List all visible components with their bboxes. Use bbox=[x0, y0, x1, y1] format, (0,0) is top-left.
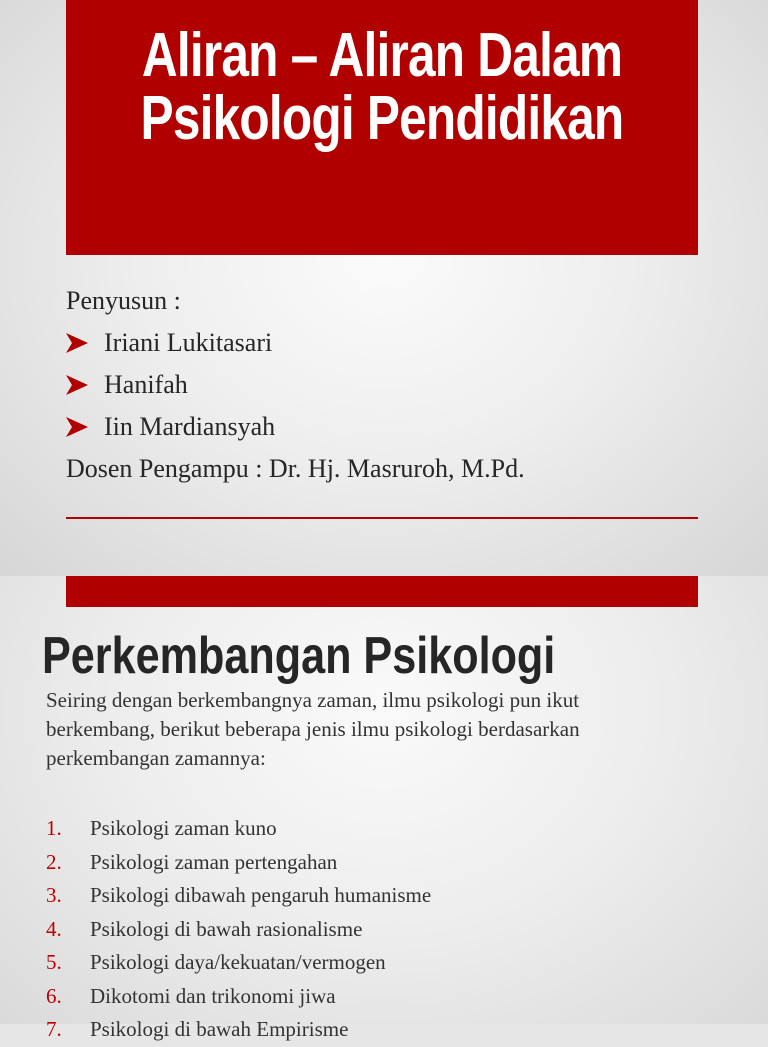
list-text: Psikologi di bawah Empirisme bbox=[90, 1017, 349, 1041]
authors-block bbox=[66, 280, 706, 490]
list-number: 7. bbox=[46, 1017, 62, 1041]
list-item bbox=[46, 946, 726, 980]
title-banner bbox=[66, 0, 698, 255]
author-item bbox=[66, 406, 706, 448]
author-name: Iin Mardiansyah bbox=[104, 412, 276, 441]
arrow-bullet-icon bbox=[66, 417, 104, 437]
list-number: 1. bbox=[46, 816, 62, 840]
dosen-pengampu: Dosen Pengampu : Dr. Hj. Masruroh, M.Pd. bbox=[66, 454, 525, 483]
list-text: Psikologi zaman pertengahan bbox=[90, 849, 338, 874]
author-item bbox=[66, 322, 706, 364]
title-line-1: Aliran – Aliran Dalam bbox=[141, 21, 623, 90]
list-number: 5. bbox=[46, 950, 62, 974]
list-number: 6. bbox=[46, 983, 62, 1008]
slide-title bbox=[129, 21, 635, 153]
top-accent-bar bbox=[66, 576, 698, 607]
list-number: 3. bbox=[46, 883, 62, 907]
list-text: Dikotomi dan trikonomi jiwa bbox=[90, 983, 336, 1008]
penyusun-label: Penyusun : bbox=[66, 286, 181, 315]
list-item bbox=[46, 980, 726, 1014]
divider-line bbox=[66, 517, 698, 519]
list-item bbox=[46, 846, 726, 880]
list-text: Psikologi zaman kuno bbox=[90, 816, 277, 840]
list-item bbox=[46, 1013, 726, 1047]
list-number: 4. bbox=[46, 916, 62, 941]
arrow-bullet-icon bbox=[66, 333, 104, 353]
author-name: Hanifah bbox=[104, 370, 188, 399]
slide-2 bbox=[0, 576, 768, 1041]
intro-line: berkembang, berikut beberapa jenis ilmu psikologi berdasarkan bbox=[46, 717, 580, 741]
author-item bbox=[66, 364, 706, 406]
list-item bbox=[46, 879, 726, 913]
intro-paragraph bbox=[46, 686, 726, 773]
list-text: Psikologi dibawah pengaruh humanisme bbox=[90, 883, 432, 907]
arrow-bullet-icon bbox=[66, 375, 104, 395]
list-number: 2. bbox=[46, 849, 62, 874]
intro-line: perkembangan zamannya: bbox=[46, 746, 266, 770]
title-line-2: Psikologi Pendidikan bbox=[140, 84, 624, 153]
list-item bbox=[46, 812, 726, 846]
numbered-list bbox=[46, 812, 726, 1047]
author-name: Iriani Lukitasari bbox=[104, 328, 273, 357]
intro-line: Seiring dengan berkembangnya zaman, ilmu psikologi pun ikut bbox=[46, 688, 580, 712]
list-text: Psikologi di bawah rasionalisme bbox=[90, 916, 363, 941]
list-item bbox=[46, 913, 726, 947]
slide-heading: Perkembangan Psikologi bbox=[42, 627, 556, 685]
list-text: Psikologi daya/kekuatan/vermogen bbox=[90, 950, 386, 974]
